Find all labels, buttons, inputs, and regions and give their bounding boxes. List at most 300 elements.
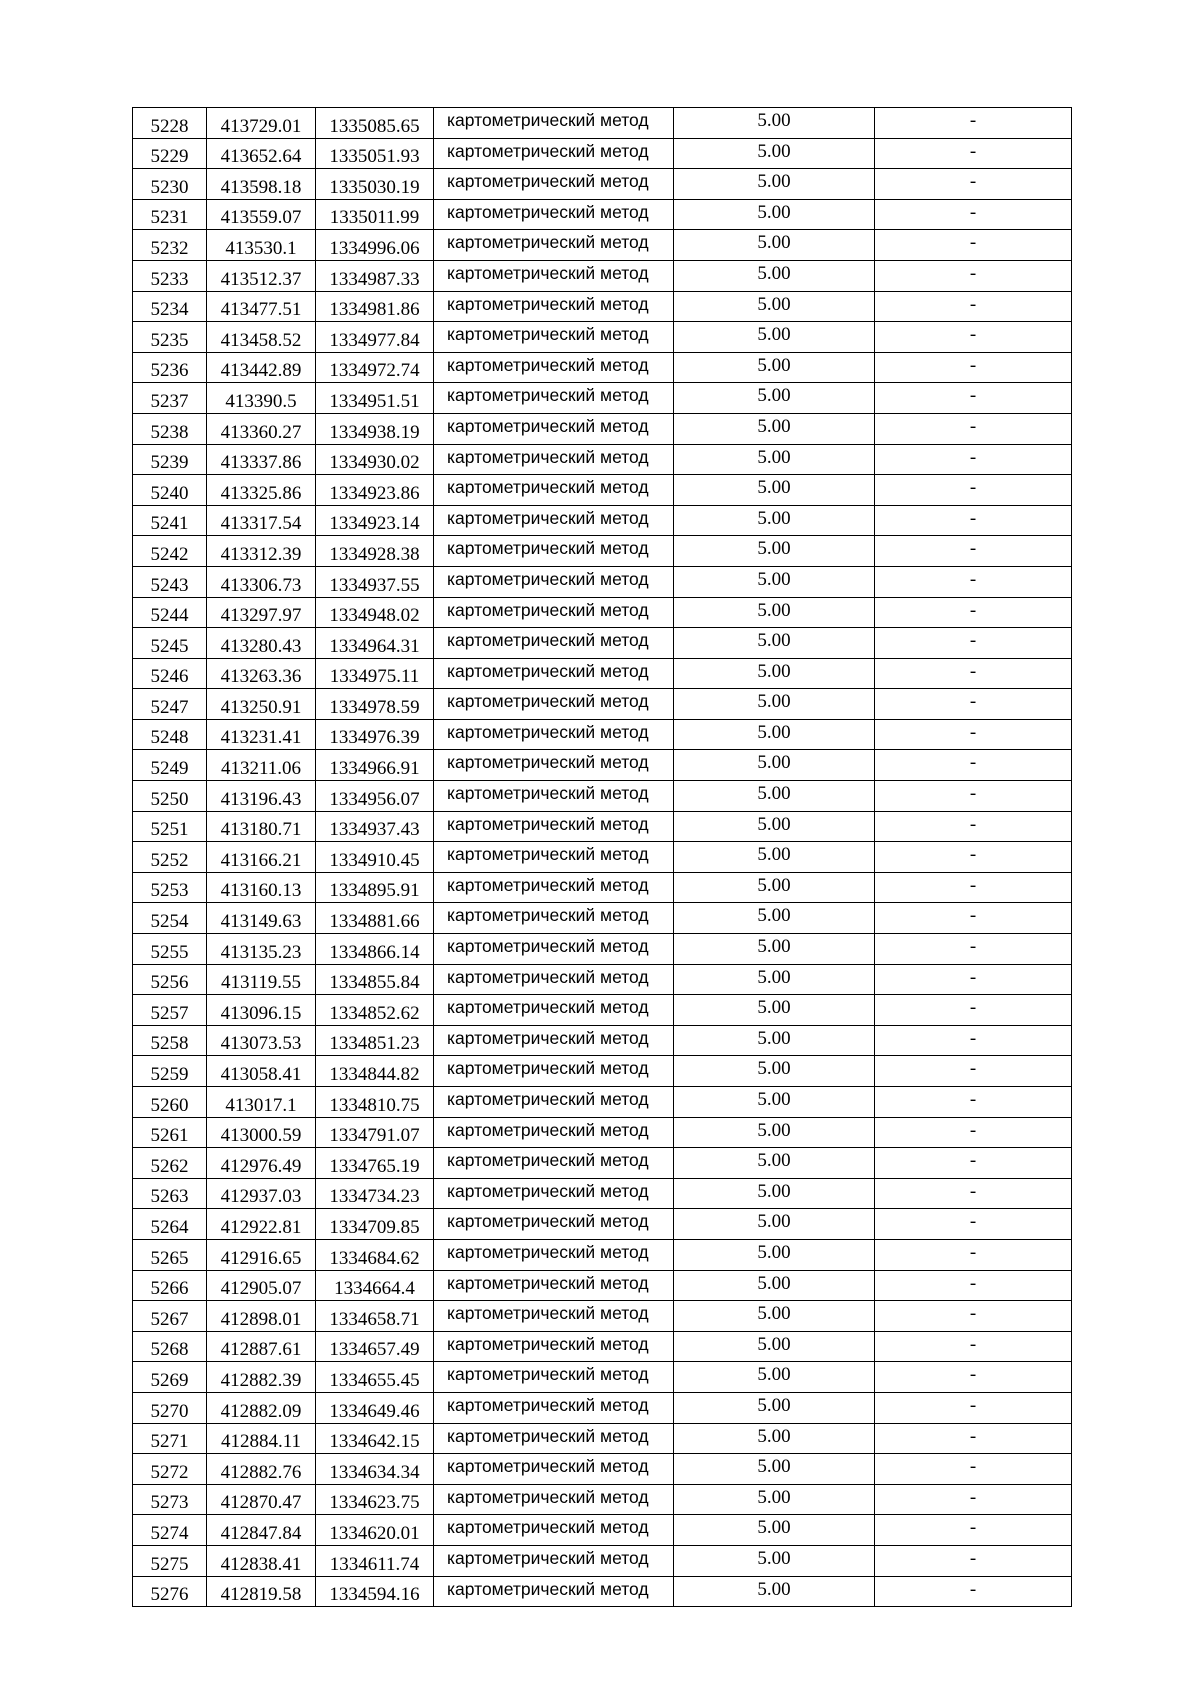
method-cell: картометрический метод xyxy=(434,566,674,597)
method-cell: картометрический метод xyxy=(434,872,674,903)
table-row xyxy=(133,811,1072,842)
y-coordinate-cell: 1334594.16 xyxy=(316,1576,434,1607)
description-cell: - xyxy=(875,475,1072,506)
table-row xyxy=(133,199,1072,230)
precision-cell: 5.00 xyxy=(674,108,875,139)
table-row xyxy=(133,1576,1072,1607)
precision-cell: 5.00 xyxy=(674,1209,875,1240)
method-cell: картометрический метод xyxy=(434,383,674,414)
description-cell: - xyxy=(875,964,1072,995)
description-cell: - xyxy=(875,719,1072,750)
point-number-cell: 5245 xyxy=(133,628,207,659)
table-row xyxy=(133,719,1072,750)
precision-cell: 5.00 xyxy=(674,383,875,414)
point-number-cell: 5258 xyxy=(133,1025,207,1056)
description-cell: - xyxy=(875,383,1072,414)
description-cell: - xyxy=(875,138,1072,169)
y-coordinate-cell: 1334658.71 xyxy=(316,1301,434,1332)
y-coordinate-cell: 1334851.23 xyxy=(316,1025,434,1056)
y-coordinate-cell: 1334937.55 xyxy=(316,566,434,597)
point-number-cell: 5240 xyxy=(133,475,207,506)
point-number-cell: 5267 xyxy=(133,1301,207,1332)
precision-cell: 5.00 xyxy=(674,719,875,750)
y-coordinate-cell: 1335030.19 xyxy=(316,169,434,200)
table-row xyxy=(133,1117,1072,1148)
y-coordinate-cell: 1334866.14 xyxy=(316,934,434,965)
method-cell: картометрический метод xyxy=(434,1331,674,1362)
table-row xyxy=(133,230,1072,261)
description-cell: - xyxy=(875,1454,1072,1485)
table-row xyxy=(133,352,1072,383)
coordinates-table xyxy=(132,107,1072,1607)
description-cell: - xyxy=(875,689,1072,720)
x-coordinate-cell: 413096.15 xyxy=(207,995,316,1026)
point-number-cell: 5275 xyxy=(133,1545,207,1576)
method-cell: картометрический метод xyxy=(434,658,674,689)
description-cell: - xyxy=(875,505,1072,536)
table-row xyxy=(133,108,1072,139)
table-row xyxy=(133,1392,1072,1423)
x-coordinate-cell: 413325.86 xyxy=(207,475,316,506)
table-row xyxy=(133,1423,1072,1454)
point-number-cell: 5236 xyxy=(133,352,207,383)
y-coordinate-cell: 1334664.4 xyxy=(316,1270,434,1301)
table-row xyxy=(133,597,1072,628)
precision-cell: 5.00 xyxy=(674,1148,875,1179)
y-coordinate-cell: 1334966.91 xyxy=(316,750,434,781)
y-coordinate-cell: 1334928.38 xyxy=(316,536,434,567)
precision-cell: 5.00 xyxy=(674,842,875,873)
description-cell: - xyxy=(875,413,1072,444)
table-row xyxy=(133,138,1072,169)
precision-cell: 5.00 xyxy=(674,138,875,169)
y-coordinate-cell: 1334852.62 xyxy=(316,995,434,1026)
method-cell: картометрический метод xyxy=(434,260,674,291)
point-number-cell: 5250 xyxy=(133,781,207,812)
y-coordinate-cell: 1335011.99 xyxy=(316,199,434,230)
point-number-cell: 5247 xyxy=(133,689,207,720)
table-row xyxy=(133,1484,1072,1515)
method-cell: картометрический метод xyxy=(434,536,674,567)
x-coordinate-cell: 413390.5 xyxy=(207,383,316,414)
method-cell: картометрический метод xyxy=(434,322,674,353)
method-cell: картометрический метод xyxy=(434,108,674,139)
x-coordinate-cell: 413559.07 xyxy=(207,199,316,230)
point-number-cell: 5272 xyxy=(133,1454,207,1485)
y-coordinate-cell: 1334923.14 xyxy=(316,505,434,536)
description-cell: - xyxy=(875,1087,1072,1118)
point-number-cell: 5238 xyxy=(133,413,207,444)
method-cell: картометрический метод xyxy=(434,444,674,475)
method-cell: картометрический метод xyxy=(434,1484,674,1515)
description-cell: - xyxy=(875,322,1072,353)
method-cell: картометрический метод xyxy=(434,352,674,383)
method-cell: картометрический метод xyxy=(434,1301,674,1332)
point-number-cell: 5237 xyxy=(133,383,207,414)
table-row xyxy=(133,444,1072,475)
description-cell: - xyxy=(875,169,1072,200)
point-number-cell: 5233 xyxy=(133,260,207,291)
table-row xyxy=(133,689,1072,720)
table-row xyxy=(133,566,1072,597)
description-cell: - xyxy=(875,1331,1072,1362)
precision-cell: 5.00 xyxy=(674,689,875,720)
precision-cell: 5.00 xyxy=(674,1545,875,1576)
x-coordinate-cell: 413297.97 xyxy=(207,597,316,628)
x-coordinate-cell: 413458.52 xyxy=(207,322,316,353)
precision-cell: 5.00 xyxy=(674,352,875,383)
x-coordinate-cell: 413135.23 xyxy=(207,934,316,965)
point-number-cell: 5265 xyxy=(133,1239,207,1270)
y-coordinate-cell: 1334655.45 xyxy=(316,1362,434,1393)
point-number-cell: 5242 xyxy=(133,536,207,567)
precision-cell: 5.00 xyxy=(674,291,875,322)
table-row xyxy=(133,1331,1072,1362)
y-coordinate-cell: 1334977.84 xyxy=(316,322,434,353)
x-coordinate-cell: 413000.59 xyxy=(207,1117,316,1148)
table-row xyxy=(133,750,1072,781)
description-cell: - xyxy=(875,781,1072,812)
y-coordinate-cell: 1334930.02 xyxy=(316,444,434,475)
point-number-cell: 5256 xyxy=(133,964,207,995)
description-cell: - xyxy=(875,1056,1072,1087)
table-row xyxy=(133,842,1072,873)
method-cell: картометрический метод xyxy=(434,781,674,812)
point-number-cell: 5257 xyxy=(133,995,207,1026)
table-row xyxy=(133,1087,1072,1118)
description-cell: - xyxy=(875,352,1072,383)
precision-cell: 5.00 xyxy=(674,322,875,353)
precision-cell: 5.00 xyxy=(674,597,875,628)
x-coordinate-cell: 412905.07 xyxy=(207,1270,316,1301)
table-row xyxy=(133,291,1072,322)
point-number-cell: 5262 xyxy=(133,1148,207,1179)
x-coordinate-cell: 412884.11 xyxy=(207,1423,316,1454)
table-row xyxy=(133,1239,1072,1270)
table-row xyxy=(133,903,1072,934)
y-coordinate-cell: 1334791.07 xyxy=(316,1117,434,1148)
y-coordinate-cell: 1334975.11 xyxy=(316,658,434,689)
precision-cell: 5.00 xyxy=(674,1515,875,1546)
table-row xyxy=(133,322,1072,353)
description-cell: - xyxy=(875,658,1072,689)
point-number-cell: 5232 xyxy=(133,230,207,261)
y-coordinate-cell: 1334881.66 xyxy=(316,903,434,934)
table-row xyxy=(133,1362,1072,1393)
y-coordinate-cell: 1334923.86 xyxy=(316,475,434,506)
precision-cell: 5.00 xyxy=(674,964,875,995)
point-number-cell: 5246 xyxy=(133,658,207,689)
method-cell: картометрический метод xyxy=(434,842,674,873)
point-number-cell: 5254 xyxy=(133,903,207,934)
point-number-cell: 5276 xyxy=(133,1576,207,1607)
y-coordinate-cell: 1334951.51 xyxy=(316,383,434,414)
point-number-cell: 5235 xyxy=(133,322,207,353)
precision-cell: 5.00 xyxy=(674,1454,875,1485)
y-coordinate-cell: 1334981.86 xyxy=(316,291,434,322)
x-coordinate-cell: 412838.41 xyxy=(207,1545,316,1576)
y-coordinate-cell: 1334709.85 xyxy=(316,1209,434,1240)
table-row xyxy=(133,1545,1072,1576)
table-row xyxy=(133,781,1072,812)
description-cell: - xyxy=(875,995,1072,1026)
precision-cell: 5.00 xyxy=(674,1331,875,1362)
x-coordinate-cell: 413160.13 xyxy=(207,872,316,903)
point-number-cell: 5231 xyxy=(133,199,207,230)
method-cell: картометрический метод xyxy=(434,1515,674,1546)
method-cell: картометрический метод xyxy=(434,689,674,720)
table-row xyxy=(133,1301,1072,1332)
point-number-cell: 5259 xyxy=(133,1056,207,1087)
precision-cell: 5.00 xyxy=(674,658,875,689)
x-coordinate-cell: 413119.55 xyxy=(207,964,316,995)
description-cell: - xyxy=(875,628,1072,659)
x-coordinate-cell: 412847.84 xyxy=(207,1515,316,1546)
precision-cell: 5.00 xyxy=(674,1025,875,1056)
method-cell: картометрический метод xyxy=(434,750,674,781)
x-coordinate-cell: 413598.18 xyxy=(207,169,316,200)
point-number-cell: 5270 xyxy=(133,1392,207,1423)
y-coordinate-cell: 1335051.93 xyxy=(316,138,434,169)
table-row xyxy=(133,1056,1072,1087)
y-coordinate-cell: 1334810.75 xyxy=(316,1087,434,1118)
table-row xyxy=(133,628,1072,659)
y-coordinate-cell: 1334657.49 xyxy=(316,1331,434,1362)
point-number-cell: 5269 xyxy=(133,1362,207,1393)
y-coordinate-cell: 1334996.06 xyxy=(316,230,434,261)
precision-cell: 5.00 xyxy=(674,903,875,934)
precision-cell: 5.00 xyxy=(674,260,875,291)
description-cell: - xyxy=(875,1178,1072,1209)
method-cell: картометрический метод xyxy=(434,1209,674,1240)
table-row xyxy=(133,505,1072,536)
description-cell: - xyxy=(875,260,1072,291)
table-row xyxy=(133,1148,1072,1179)
x-coordinate-cell: 413317.54 xyxy=(207,505,316,536)
description-cell: - xyxy=(875,199,1072,230)
x-coordinate-cell: 413058.41 xyxy=(207,1056,316,1087)
description-cell: - xyxy=(875,1545,1072,1576)
x-coordinate-cell: 413166.21 xyxy=(207,842,316,873)
precision-cell: 5.00 xyxy=(674,1239,875,1270)
method-cell: картометрический метод xyxy=(434,1392,674,1423)
x-coordinate-cell: 412882.76 xyxy=(207,1454,316,1485)
x-coordinate-cell: 412887.61 xyxy=(207,1331,316,1362)
description-cell: - xyxy=(875,597,1072,628)
point-number-cell: 5273 xyxy=(133,1484,207,1515)
method-cell: картометрический метод xyxy=(434,413,674,444)
y-coordinate-cell: 1334634.34 xyxy=(316,1454,434,1485)
method-cell: картометрический метод xyxy=(434,1239,674,1270)
x-coordinate-cell: 412937.03 xyxy=(207,1178,316,1209)
point-number-cell: 5268 xyxy=(133,1331,207,1362)
precision-cell: 5.00 xyxy=(674,995,875,1026)
y-coordinate-cell: 1334976.39 xyxy=(316,719,434,750)
description-cell: - xyxy=(875,934,1072,965)
description-cell: - xyxy=(875,750,1072,781)
point-number-cell: 5228 xyxy=(133,108,207,139)
description-cell: - xyxy=(875,230,1072,261)
precision-cell: 5.00 xyxy=(674,566,875,597)
point-number-cell: 5230 xyxy=(133,169,207,200)
point-number-cell: 5248 xyxy=(133,719,207,750)
table-row xyxy=(133,169,1072,200)
description-cell: - xyxy=(875,1117,1072,1148)
description-cell: - xyxy=(875,291,1072,322)
point-number-cell: 5266 xyxy=(133,1270,207,1301)
y-coordinate-cell: 1334910.45 xyxy=(316,842,434,873)
precision-cell: 5.00 xyxy=(674,1270,875,1301)
method-cell: картометрический метод xyxy=(434,1178,674,1209)
table-row xyxy=(133,536,1072,567)
x-coordinate-cell: 413652.64 xyxy=(207,138,316,169)
precision-cell: 5.00 xyxy=(674,1056,875,1087)
precision-cell: 5.00 xyxy=(674,1392,875,1423)
method-cell: картометрический метод xyxy=(434,597,674,628)
x-coordinate-cell: 413211.06 xyxy=(207,750,316,781)
point-number-cell: 5260 xyxy=(133,1087,207,1118)
table-row xyxy=(133,1178,1072,1209)
precision-cell: 5.00 xyxy=(674,475,875,506)
description-cell: - xyxy=(875,1484,1072,1515)
description-cell: - xyxy=(875,444,1072,475)
x-coordinate-cell: 413530.1 xyxy=(207,230,316,261)
method-cell: картометрический метод xyxy=(434,1270,674,1301)
point-number-cell: 5255 xyxy=(133,934,207,965)
precision-cell: 5.00 xyxy=(674,413,875,444)
precision-cell: 5.00 xyxy=(674,1087,875,1118)
point-number-cell: 5252 xyxy=(133,842,207,873)
y-coordinate-cell: 1334623.75 xyxy=(316,1484,434,1515)
description-cell: - xyxy=(875,536,1072,567)
precision-cell: 5.00 xyxy=(674,628,875,659)
x-coordinate-cell: 413729.01 xyxy=(207,108,316,139)
y-coordinate-cell: 1334734.23 xyxy=(316,1178,434,1209)
precision-cell: 5.00 xyxy=(674,811,875,842)
point-number-cell: 5271 xyxy=(133,1423,207,1454)
x-coordinate-cell: 412870.47 xyxy=(207,1484,316,1515)
x-coordinate-cell: 412976.49 xyxy=(207,1148,316,1179)
x-coordinate-cell: 413231.41 xyxy=(207,719,316,750)
y-coordinate-cell: 1334972.74 xyxy=(316,352,434,383)
precision-cell: 5.00 xyxy=(674,230,875,261)
method-cell: картометрический метод xyxy=(434,230,674,261)
x-coordinate-cell: 413442.89 xyxy=(207,352,316,383)
y-coordinate-cell: 1334765.19 xyxy=(316,1148,434,1179)
precision-cell: 5.00 xyxy=(674,1423,875,1454)
method-cell: картометрический метод xyxy=(434,291,674,322)
y-coordinate-cell: 1334684.62 xyxy=(316,1239,434,1270)
precision-cell: 5.00 xyxy=(674,1117,875,1148)
point-number-cell: 5243 xyxy=(133,566,207,597)
description-cell: - xyxy=(875,1270,1072,1301)
x-coordinate-cell: 413312.39 xyxy=(207,536,316,567)
method-cell: картометрический метод xyxy=(434,1545,674,1576)
precision-cell: 5.00 xyxy=(674,1301,875,1332)
x-coordinate-cell: 412922.81 xyxy=(207,1209,316,1240)
description-cell: - xyxy=(875,108,1072,139)
x-coordinate-cell: 413512.37 xyxy=(207,260,316,291)
method-cell: картометрический метод xyxy=(434,1454,674,1485)
x-coordinate-cell: 413306.73 xyxy=(207,566,316,597)
x-coordinate-cell: 413196.43 xyxy=(207,781,316,812)
y-coordinate-cell: 1334956.07 xyxy=(316,781,434,812)
y-coordinate-cell: 1334938.19 xyxy=(316,413,434,444)
x-coordinate-cell: 413250.91 xyxy=(207,689,316,720)
description-cell: - xyxy=(875,1301,1072,1332)
precision-cell: 5.00 xyxy=(674,1484,875,1515)
description-cell: - xyxy=(875,1515,1072,1546)
point-number-cell: 5261 xyxy=(133,1117,207,1148)
table-row xyxy=(133,872,1072,903)
y-coordinate-cell: 1334895.91 xyxy=(316,872,434,903)
x-coordinate-cell: 412898.01 xyxy=(207,1301,316,1332)
point-number-cell: 5244 xyxy=(133,597,207,628)
method-cell: картометрический метод xyxy=(434,719,674,750)
description-cell: - xyxy=(875,1148,1072,1179)
description-cell: - xyxy=(875,1209,1072,1240)
description-cell: - xyxy=(875,1423,1072,1454)
point-number-cell: 5249 xyxy=(133,750,207,781)
method-cell: картометрический метод xyxy=(434,964,674,995)
table-row xyxy=(133,995,1072,1026)
table-row xyxy=(133,934,1072,965)
x-coordinate-cell: 413477.51 xyxy=(207,291,316,322)
description-cell: - xyxy=(875,903,1072,934)
y-coordinate-cell: 1334844.82 xyxy=(316,1056,434,1087)
description-cell: - xyxy=(875,566,1072,597)
y-coordinate-cell: 1335085.65 xyxy=(316,108,434,139)
y-coordinate-cell: 1334964.31 xyxy=(316,628,434,659)
method-cell: картометрический метод xyxy=(434,1056,674,1087)
y-coordinate-cell: 1334948.02 xyxy=(316,597,434,628)
method-cell: картометрический метод xyxy=(434,138,674,169)
precision-cell: 5.00 xyxy=(674,169,875,200)
point-number-cell: 5234 xyxy=(133,291,207,322)
x-coordinate-cell: 413360.27 xyxy=(207,413,316,444)
precision-cell: 5.00 xyxy=(674,199,875,230)
point-number-cell: 5264 xyxy=(133,1209,207,1240)
x-coordinate-cell: 413263.36 xyxy=(207,658,316,689)
y-coordinate-cell: 1334649.46 xyxy=(316,1392,434,1423)
coordinates-table-body xyxy=(133,108,1072,1607)
table-row xyxy=(133,383,1072,414)
description-cell: - xyxy=(875,811,1072,842)
y-coordinate-cell: 1334987.33 xyxy=(316,260,434,291)
table-row xyxy=(133,1025,1072,1056)
description-cell: - xyxy=(875,872,1072,903)
method-cell: картометрический метод xyxy=(434,934,674,965)
table-row xyxy=(133,260,1072,291)
description-cell: - xyxy=(875,1362,1072,1393)
precision-cell: 5.00 xyxy=(674,444,875,475)
method-cell: картометрический метод xyxy=(434,1117,674,1148)
method-cell: картометрический метод xyxy=(434,1362,674,1393)
method-cell: картометрический метод xyxy=(434,169,674,200)
x-coordinate-cell: 413017.1 xyxy=(207,1087,316,1118)
x-coordinate-cell: 413337.86 xyxy=(207,444,316,475)
method-cell: картометрический метод xyxy=(434,1423,674,1454)
table-row xyxy=(133,964,1072,995)
y-coordinate-cell: 1334611.74 xyxy=(316,1545,434,1576)
point-number-cell: 5239 xyxy=(133,444,207,475)
y-coordinate-cell: 1334620.01 xyxy=(316,1515,434,1546)
x-coordinate-cell: 413280.43 xyxy=(207,628,316,659)
precision-cell: 5.00 xyxy=(674,750,875,781)
y-coordinate-cell: 1334855.84 xyxy=(316,964,434,995)
table-row xyxy=(133,1270,1072,1301)
x-coordinate-cell: 412882.09 xyxy=(207,1392,316,1423)
